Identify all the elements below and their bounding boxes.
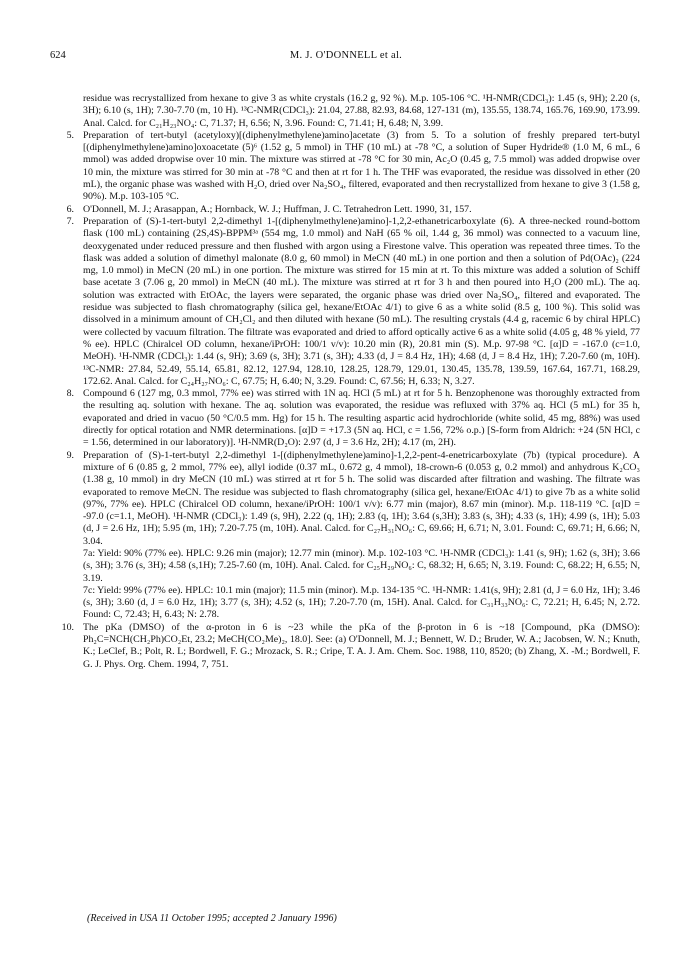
reference-number: 10. [61, 621, 74, 633]
reference-number: 9. [66, 449, 74, 461]
reference-text: O'Donnell, M. J.; Arasappan, A.; Hornback, W. J.; Huffman, J. C. Tetrahedron Lett. 1990, 31, 157. [83, 203, 472, 215]
reference-number: 5. [66, 129, 74, 141]
reference-text: Compound 6 (127 mg, 0.3 mmol, 77% ee) was stirred with 1N aq. HCl (5 mL) at rt for 5 h. Benzophenone was thoroughly extracted from the resulting aq. solution with hexane. The aq. solution was evaporated, the residue was refluxed with 37% aq. HCl (5 mL) for 35 h, evaporated and dried in vacuo (50 °C/0.5 mm. Hg) for 15 h. The resulting aspartic acid hydrochloride (white solid, 45 mg, 88%) was used directly for optical rotation and NMR determinations. [α]D = +17.3 (5N aq. HCl, c = 1.56, 72% o.p.) [S-form from Aldrich: +24 (5N HCl, c = 1.56, determined in our laboratory)]. ¹H-NMR(D₂O): 2.97 (d, J = 3.6 Hz, 2H); 4.17 (m, 2H). [83, 388, 640, 449]
reference-9-compound-7c [58, 585, 640, 622]
page-header [50, 50, 642, 64]
reference-8 [58, 388, 640, 449]
reference-text: The pKa (DMSO) of the α-proton in 6 is ~23 while the pKa of the β-proton in 6 is ~18 [Compound, pKa (DMSO): Ph₂C=NCH(CH₂Ph)CO₂Et, 23.2; MeCH(CO₂Me)₂, 18.0]. See: (a) O'Donnell, M. J.; Bennett, W. D.; Bruder, W. A.; Jacobsen, W. N.; Knuth, K.; LeClef, B.; Polt, R. L; Bordwell, F. G.; Mrozack, S. R.; Cripe, T. A. J. Am. Chem. Soc. 1988, 110, 8520; (b) Zhang, X. -M.; Bordwell, F. G. J. Phys. Org. Chem. 1994, 7, 751. [83, 621, 640, 670]
reference-6 [58, 204, 640, 216]
reference-number: 7. [66, 215, 74, 227]
reference-number: 8. [66, 388, 74, 400]
reference-10 [58, 622, 640, 671]
reference-continuation [58, 93, 640, 130]
reference-text: 7a: Yield: 90% (77% ee). HPLC: 9.26 min (major); 12.77 min (minor). M.p. 102-103 °C. ¹H-NMR (CDCl₃): 1.41 (s, 9H); 1.62 (s, 3H); 3.66 (s, 3H); 3.76 (s, 3H); 4.58 (s,1H); 7.25-7.60 (m, 10H). Anal. Calcd. for C₂₅H₂₉NO₆: C, 68.32; H, 6.65; N, 3.19. Found: C, 68.22; H, 6.55; N, 3.19. [83, 547, 640, 584]
reference-text: Preparation of tert-butyl (acetyloxy)[(diphenylmethylene)amino]acetate (3) from 5. To a solution of freshly prepared tert-butyl [(diphenylmethylene)amino]oxoacetate (5)⁶ (1.52 g, 5 mmol) in THF (10 mL) at -78 °C, a solution of Super Hydride® (1.0 M, 6 mL, 6 mmol) was added dropwise over 10 min. The mixture was stirred at -78 °C for 30 min, Ac₂O (0.45 g, 7.5 mmol) was added dropwise over 10 min, the mixture was stirred for 30 min at -78 °C and then at rt for 1 h. The THF was evaporated, the residue was dissolved in ether (20 mL), the organic phase was washed with H₂O, dried over Na₂SO₄, filtered, evaporated and then recrystallized from hexane to give 3 (1.58 g, 90%). M.p. 103-105 °C. [83, 129, 640, 203]
reference-9 [58, 450, 640, 548]
reference-7 [58, 216, 640, 388]
reference-9-compound-7a [58, 548, 640, 585]
running-head: M. J. O'DONNELL et al. [289, 50, 403, 61]
reference-text: 7c: Yield: 99% (77% ee). HPLC: 10.1 min (major); 11.5 min (minor). M.p. 134-135 °C. ¹H-NMR: 1.41(s, 9H); 2.81 (d, J = 6.0 Hz, 1H); 3.46 (s, 3H); 3.60 (d, J = 6.0 Hz, 1H); 3.77 (s, 3H); 4.52 (s, 1H); 7.20-7.70 (m, 15H). Anal. Calcd. for C₃₁H₃₃NO₆: C, 72.21; H, 6.45; N, 2.72. Found: C, 72.43; H, 6.43; N: 2.78. [83, 584, 640, 621]
reference-5 [58, 130, 640, 204]
received-date-line: (Received in USA 11 October 1995; accepted 2 January 1996) [87, 913, 337, 924]
reference-text: Preparation of (S)-1-tert-butyl 2,2-dimethyl 1-[(diphenylmethylene)amino]-1,2,2-pent-4-enetricarboxylate (7b) (typical procedure). A mixture of 6 (0.85 g, 2 mmol, 77% ee), allyl iodide (0.37 mL, 0.672 g, 4 mmol), 18-crown-6 (0.053 g, 0.2 mmol) and anhydrous K₂CO₃ (1.38 g, 10 mmol) in dry MeCN (10 mL) was stirred at rt for 5 h. The solid was discarded after filtration and washing. The filtrate was evaporated to remove MeCN. The residue was subjected to flash chromatography (silica gel, hexane/EtOAc 4/1) to give 7b as a white solid (97%, 77% ee). HPLC (Chiralcel OD column, hexane/iPrOH: 100/1 v/v): 6.77 min (major), 8.67 min (minor). M.p. 118-119 °C. [α]D = -97.0 (c=1.1, MeOH). ¹H-NMR (CDCl₃): 1.49 (s, 9H), 2.22 (q, 1H); 2.83 (q, 1H); 3.64 (s,3H); 3.83 (s, 3H); 4.33 (s, 1H); 4.99 (s, 1H); 5.03 (d, J = 2.6 Hz, 1H); 5.95 (m, 1H); 7.20-7.75 (m, 10H). Anal. Calcd. for C₂₇H₃₁NO₆: C, 69.66; H, 6.71; N, 3.01. Found: C, 69.71; H, 6.66; N, 3.04. [83, 449, 640, 547]
reference-number: 6. [66, 203, 74, 215]
references-list [58, 93, 640, 671]
reference-text: Preparation of (S)-1-tert-butyl 2,2-dimethyl 1-[(diphenylmethylene)amino]-1,2,2-ethanetricarboxylate (6). A three-necked round-bottom flask (100 mL) containing (2S,4S)-BPPM³ᵃ (554 mg, 1.0 mmol) and NaH (65 % oil, 1.44 g, 36 mmol) was connected to a vacuum line, deoxygenated under reduced pressure and then flushed with argon using a Firestone valve. This operation was repeated three times. To the flask was added a solution of dimethyl malonate (8.0 g, 60 mmol) in MeCN (40 mL) in one portion and then a solution of Pd(OAc)₂ (224 mg, 1.0 mmol) in MeCN (20 mL) in one portion. The mixture was stirred for 15 min at rt. To this mixture was added a solution of Schiff base acetate 3 (7.06 g, 20 mmol) in MeCN (40 mL). The mixture was stirred at rt for 3 h and then poured into H₂O (200 mL). The aq. solution was extracted with EtOAc, the layers were separated, the organic phase was dried over Na₂SO₄, filtered and evaporated. The residue was subjected to flash chromatography (silica gel, hexane/EtOAc 4/1) to give 6 as a white solid (8.5 g, 100 %). This solid was dissolved in a minimum amount of CH₂Cl₂ and then diluted with hexane (50 mL). The resulting crystals (4.4 g, racemic 6 by chiral HPLC) were collected by vacuum filtration. The filtrate was evaporated and dried to afford optically active 6 as a white solid (4.05 g, 48 % yield, 77 % ee). HPLC (Chiralcel OD column, hexane/iPrOH: 100/1 v/v): 10.20 min (R), 20.81 min (S). M.p. 97-98 °C. [α]D = -167.0 (c=1.0, MeOH). ¹H-NMR (CDCl₃): 1.44 (s, 9H); 3.69 (s, 3H); 3.71 (s, 3H); 4.33 (d, J = 8.4 Hz, 1H); 4.68 (d, J = 8.4 Hz, 1H); 7.20-7.60 (m, 10H). ¹³C-NMR: 27.84, 52.49, 55.14, 65.81, 82.12, 127.94, 128.10, 128.25, 128.79, 129.01, 130.45, 135.78, 139.59, 167.64, 167.71, 168.29, 172.62. Anal. Calcd. for C₂₄H₂₇NO₆: C, 67.75; H, 6.40; N, 3.29. Found: C, 67.56; H, 6.33; N, 3.27. [83, 215, 640, 387]
page-number: 624 [50, 50, 66, 61]
reference-text: residue was recrystallized from hexane to give 3 as white crystals (16.2 g, 92 %). M.p. 105-106 °C. ¹H-NMR(CDCl₃): 1.45 (s, 9H); 2.20 (s, 3H); 6.10 (s, 1H); 7.30-7.70 (m, 10 H). ¹³C-NMR(CDCl₃): 21.04, 27.88, 82.93, 84.68, 127-131 (m), 135.55, 138.74, 165.76, 169.90, 173.99. Anal. Calcd. for C₂₁H₂₃NO₄: C, 71.37; H, 6.56; N, 3.96. Found: C, 71.41; H, 6.48; N, 3.99. [83, 93, 640, 129]
